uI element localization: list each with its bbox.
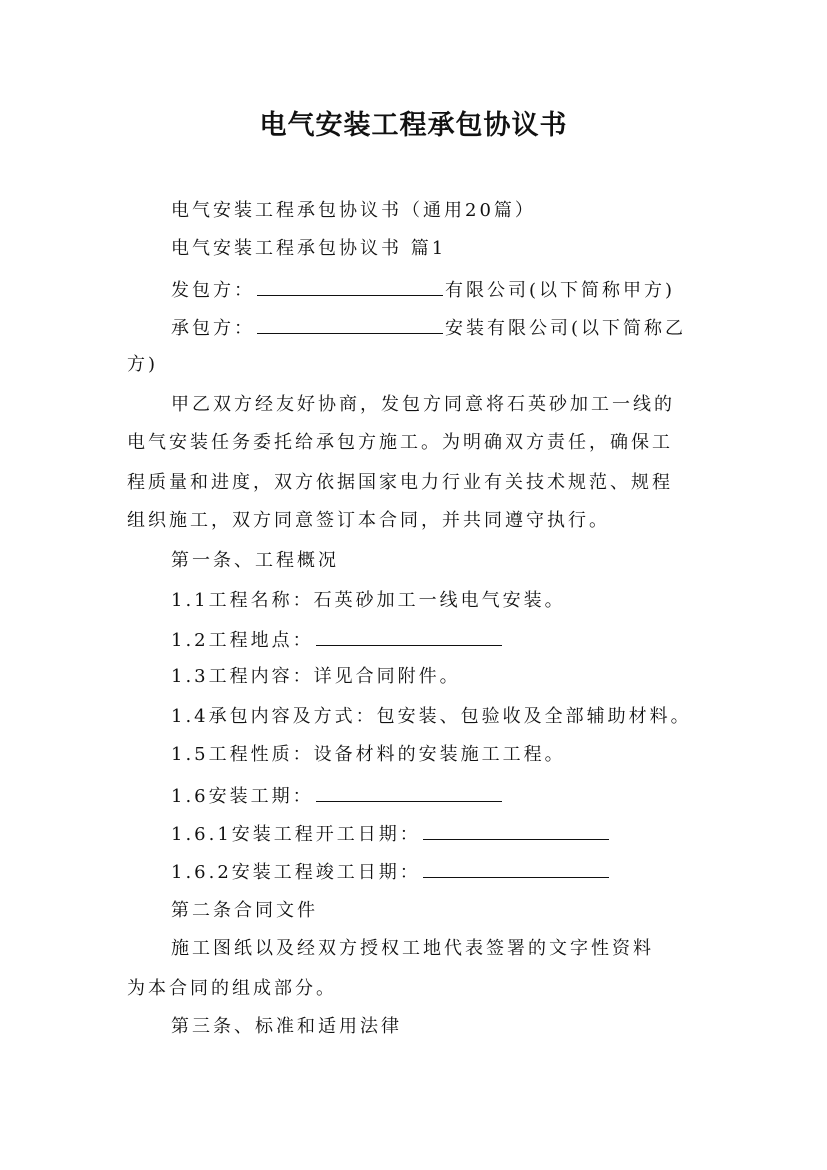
item-1-6 (171, 784, 504, 808)
item-1-4: 1.4承包内容及方式：包安装、包验收及全部辅助材料。 (171, 706, 692, 727)
item-1-3: 1.3工程内容：详见合同附件。 (171, 666, 461, 687)
party-b-continuation: 方) (127, 354, 159, 375)
item-1-6-2 (171, 860, 611, 884)
party-a-suffix: 有限公司(以下简称甲方) (445, 280, 676, 301)
article-3-heading: 第三条、标准和适用法律 (171, 1016, 402, 1037)
party-a-label: 发包方： (171, 280, 255, 301)
party-b-suffix: 安装有限公司(以下简称乙 (445, 318, 687, 339)
item-1-6-2-blank (423, 860, 609, 878)
item-1-6-blank (316, 784, 502, 802)
item-1-1: 1.1工程名称：石英砂加工一线电气安装。 (171, 590, 566, 611)
item-1-6-2-label: 1.6.2安装工程竣工日期： (171, 862, 421, 883)
article-2-para-line-1: 施工图纸以及经双方授权工地代表签署的文字性资料 (171, 938, 654, 959)
intro-line-3: 程质量和进度，双方依据国家电力行业有关技术规范、规程 (127, 472, 673, 493)
intro-line-2: 电气安装任务委托给承包方施工。为明确双方责任，确保工 (127, 432, 673, 453)
party-b-blank (257, 316, 443, 334)
party-a-blank (257, 278, 443, 296)
item-1-2-label: 1.2工程地点： (171, 630, 314, 651)
article-2-para-line-2: 为本合同的组成部分。 (127, 978, 337, 999)
subtitle: 电气安装工程承包协议书（通用20篇） (171, 200, 536, 221)
article-2-heading: 第二条合同文件 (171, 900, 318, 921)
item-1-2-blank (316, 628, 502, 646)
article-1-heading: 第一条、工程概况 (171, 550, 339, 571)
item-1-6-1-blank (423, 822, 609, 840)
item-1-6-1-label: 1.6.1安装工程开工日期： (171, 824, 421, 845)
party-b-line (171, 316, 686, 340)
item-1-2 (171, 628, 504, 652)
document-title: 电气安装工程承包协议书 (259, 110, 568, 141)
party-a-line (171, 278, 675, 302)
section-heading: 电气安装工程承包协议书 篇1 (171, 238, 447, 259)
item-1-5: 1.5工程性质：设备材料的安装施工工程。 (171, 744, 566, 765)
party-b-label: 承包方： (171, 318, 255, 339)
intro-line-4: 组织施工，双方同意签订本合同，并共同遵守执行。 (127, 510, 610, 531)
item-1-6-label: 1.6安装工期： (171, 786, 314, 807)
intro-line-1: 甲乙双方经友好协商，发包方同意将石英砂加工一线的 (171, 394, 675, 415)
item-1-6-1 (171, 822, 611, 846)
